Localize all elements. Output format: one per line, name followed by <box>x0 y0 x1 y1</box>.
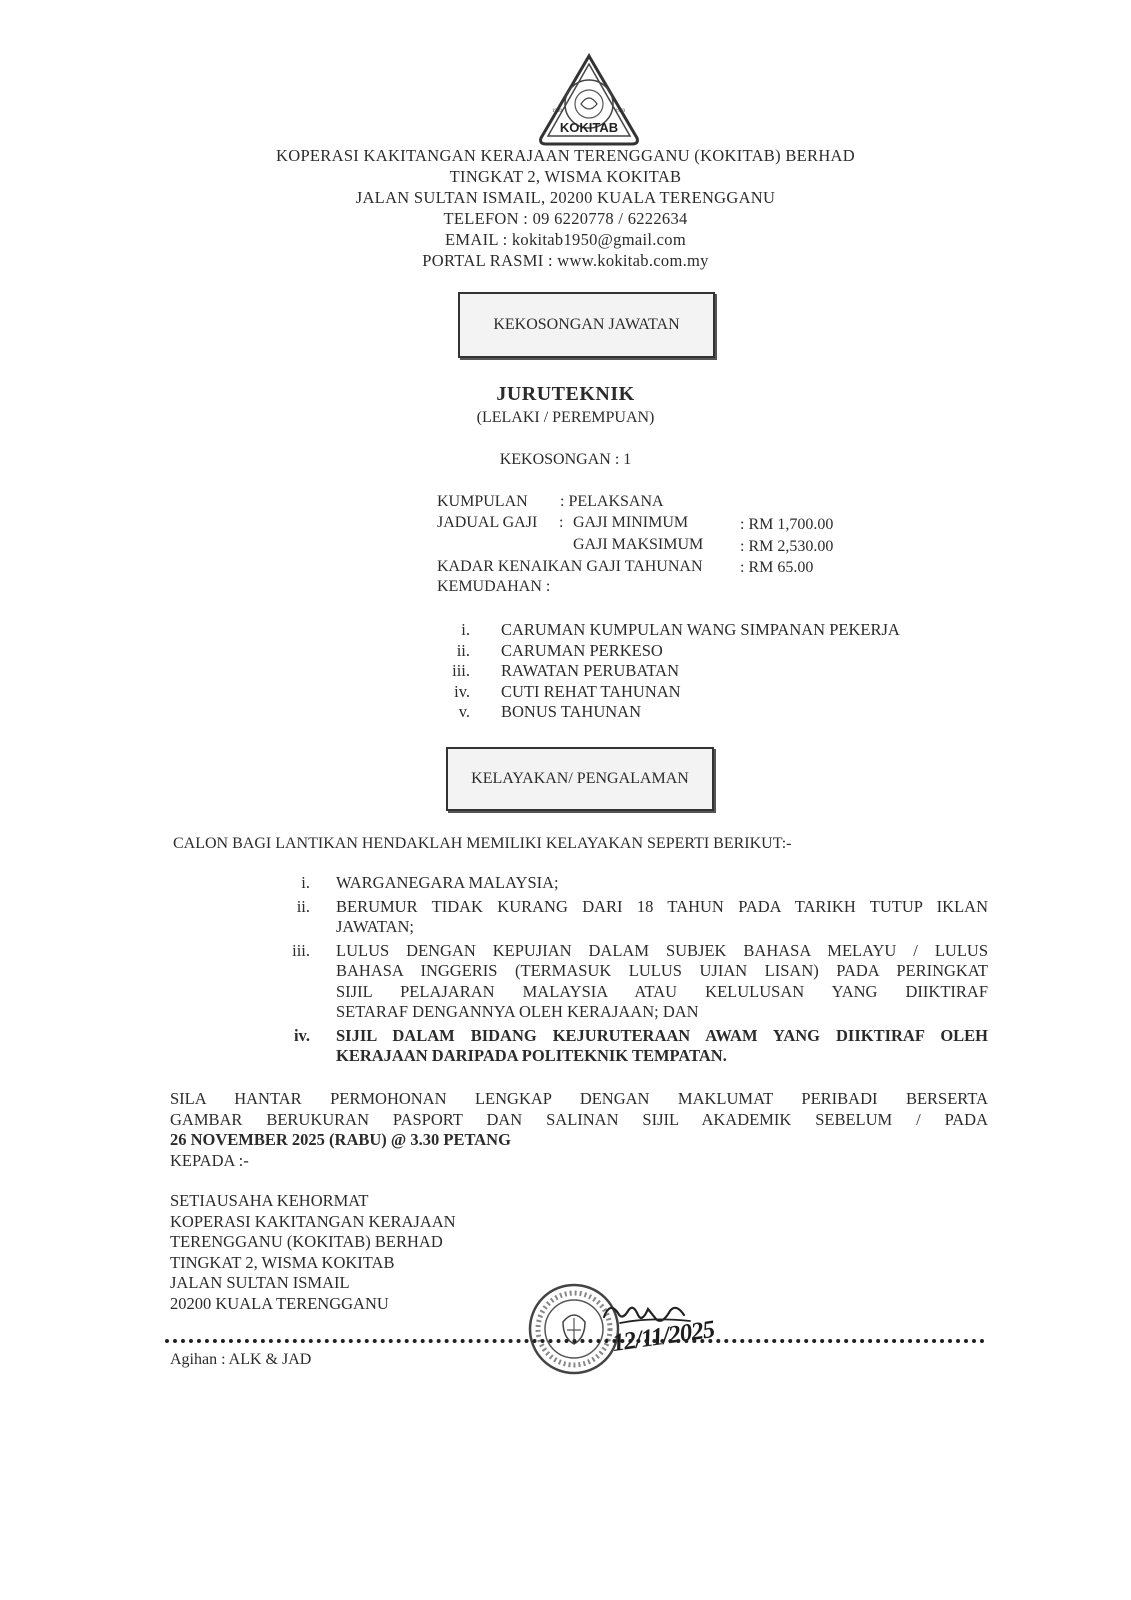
salary-min-label: GAJI MINIMUM <box>573 514 689 531</box>
logo-year-left: 1950 <box>552 109 562 114</box>
benefits-label: KEMUDAHAN : <box>437 578 551 595</box>
list-text: WARGANEGARA MALAYSIA; <box>336 873 559 892</box>
recipient-address <box>170 1191 456 1314</box>
list-number: i. <box>461 620 470 639</box>
group-value: : PELAKSANA <box>560 493 664 510</box>
vacancy-heading-box: KEKOSONGAN JAWATAN <box>458 292 715 358</box>
list-item <box>430 661 950 682</box>
position-gender: (LELAKI / PEREMPUAN) <box>476 409 655 426</box>
list-number: iii. <box>292 940 310 960</box>
list-item <box>270 1026 988 1067</box>
signature-date: 12/11/2025 <box>610 1316 716 1358</box>
list-number: ii. <box>296 896 310 916</box>
list-text: CUTI REHAT TAHUNAN <box>501 681 681 701</box>
recipient-line: JALAN SULTAN ISMAIL <box>170 1273 350 1292</box>
group-label: KUMPULAN <box>437 493 528 510</box>
distribution-note: Agihan : ALK & JAD <box>170 1351 312 1368</box>
list-item <box>270 897 988 938</box>
address-line-1: TINGKAT 2, WISMA KOKITAB <box>449 167 682 186</box>
salary-label: JADUAL GAJI <box>437 514 538 531</box>
list-text: CARUMAN PERKESO <box>501 640 663 660</box>
kokitab-logo <box>533 52 645 148</box>
org-name: KOPERASI KAKITANGAN KERAJAAN TERENGGANU (KOKITAB) BERHAD <box>276 146 855 165</box>
list-item <box>430 702 950 723</box>
qualification-heading-box: KELAYAKAN/ PENGALAMAN <box>446 747 714 811</box>
list-text: SETARAF DENGANNYA OLEH KERAJAAN; DAN <box>336 1002 699 1021</box>
qualifications-intro: CALON BAGI LANTIKAN HENDAKLAH MEMILIKI KELAYAKAN SEPERTI BERIKUT:- <box>173 835 792 852</box>
recipient-line: TINGKAT 2, WISMA KOKITAB <box>170 1252 395 1272</box>
salary-max-value: : RM 2,530.00 <box>740 538 834 555</box>
salary-max-label: GAJI MAKSIMUM <box>573 536 704 553</box>
benefits-list <box>430 620 950 723</box>
portal: PORTAL RASMI : www.kokitab.com.my <box>422 251 709 270</box>
logo-wordmark: KOKITAB <box>559 120 619 135</box>
list-item <box>430 620 950 641</box>
vacancy-count: KEKOSONGAN : 1 <box>499 451 632 468</box>
salary-separator: : <box>559 514 564 531</box>
list-number: ii. <box>456 640 470 660</box>
recipient-line: SETIAUSAHA KEHORMAT <box>170 1191 369 1210</box>
phone: TELEFON : 09 6220778 / 6222634 <box>443 209 688 228</box>
salary-min-value: : RM 1,700.00 <box>740 516 834 533</box>
list-item <box>270 873 988 894</box>
list-item <box>270 941 988 1023</box>
increment-label: KADAR KENAIKAN GAJI TAHUNAN <box>437 558 703 575</box>
submission-to: KEPADA :- <box>170 1150 249 1170</box>
list-text: KERAJAAN DARIPADA POLITEKNIK TEMPATAN. <box>336 1046 727 1065</box>
address-line-2: JALAN SULTAN ISMAIL, 20200 KUALA TERENGGANU <box>355 188 776 207</box>
dotted-divider <box>165 1339 985 1343</box>
recipient-line: TERENGGANU (KOKITAB) BERHAD <box>170 1232 443 1251</box>
list-number: iv. <box>293 1025 310 1045</box>
logo-year-right: 1970 <box>615 109 625 114</box>
list-number: iv. <box>454 681 470 701</box>
list-item <box>430 682 950 703</box>
recipient-line: 20200 KUALA TERENGGANU <box>170 1293 389 1313</box>
list-text: BONUS TAHUNAN <box>501 702 642 721</box>
list-number: iii. <box>452 661 470 680</box>
position-title: JURUTEKNIK <box>496 383 635 405</box>
list-number: v. <box>458 702 470 721</box>
submission-line-2: GAMBAR BERUKURAN PASPORT DAN SALINAN SIJIL AKADEMIK SEBELUM / PADA <box>170 1109 988 1129</box>
qualifications-list <box>270 873 988 1067</box>
email: EMAIL : kokitab1950@gmail.com <box>445 230 686 249</box>
list-item <box>430 641 950 662</box>
list-text: SIJIL PELAJARAN MALAYSIA ATAU KELULUSAN YANG DIIKTIRAF <box>336 981 988 1001</box>
list-text: BERUMUR TIDAK KURANG DARI 18 TAHUN PADA TARIKH TUTUP IKLAN <box>336 896 988 916</box>
submission-line-1: SILA HANTAR PERMOHONAN LENGKAP DENGAN MAKLUMAT PERIBADI BERSERTA <box>170 1089 988 1108</box>
list-text: BAHASA INGGERIS (TERMASUK LULUS UJIAN LISAN) PADA PERINGKAT <box>336 961 988 980</box>
increment-value: : RM 65.00 <box>740 559 814 576</box>
submission-deadline: 26 NOVEMBER 2025 (RABU) @ 3.30 PETANG <box>170 1130 511 1149</box>
submission-paragraph <box>170 1089 988 1171</box>
list-text: RAWATAN PERUBATAN <box>501 661 680 680</box>
recipient-line: KOPERASI KAKITANGAN KERAJAAN <box>170 1211 456 1231</box>
list-text: JAWATAN; <box>336 917 415 936</box>
list-text: CARUMAN KUMPULAN WANG SIMPANAN PEKERJA <box>501 620 900 639</box>
list-number: i. <box>301 873 310 892</box>
list-text: LULUS DENGAN KEPUJIAN DALAM SUBJEK BAHASA MELAYU / LULUS <box>336 940 988 960</box>
list-text: SIJIL DALAM BIDANG KEJURUTERAAN AWAM YANG DIIKTIRAF OLEH <box>336 1025 988 1045</box>
